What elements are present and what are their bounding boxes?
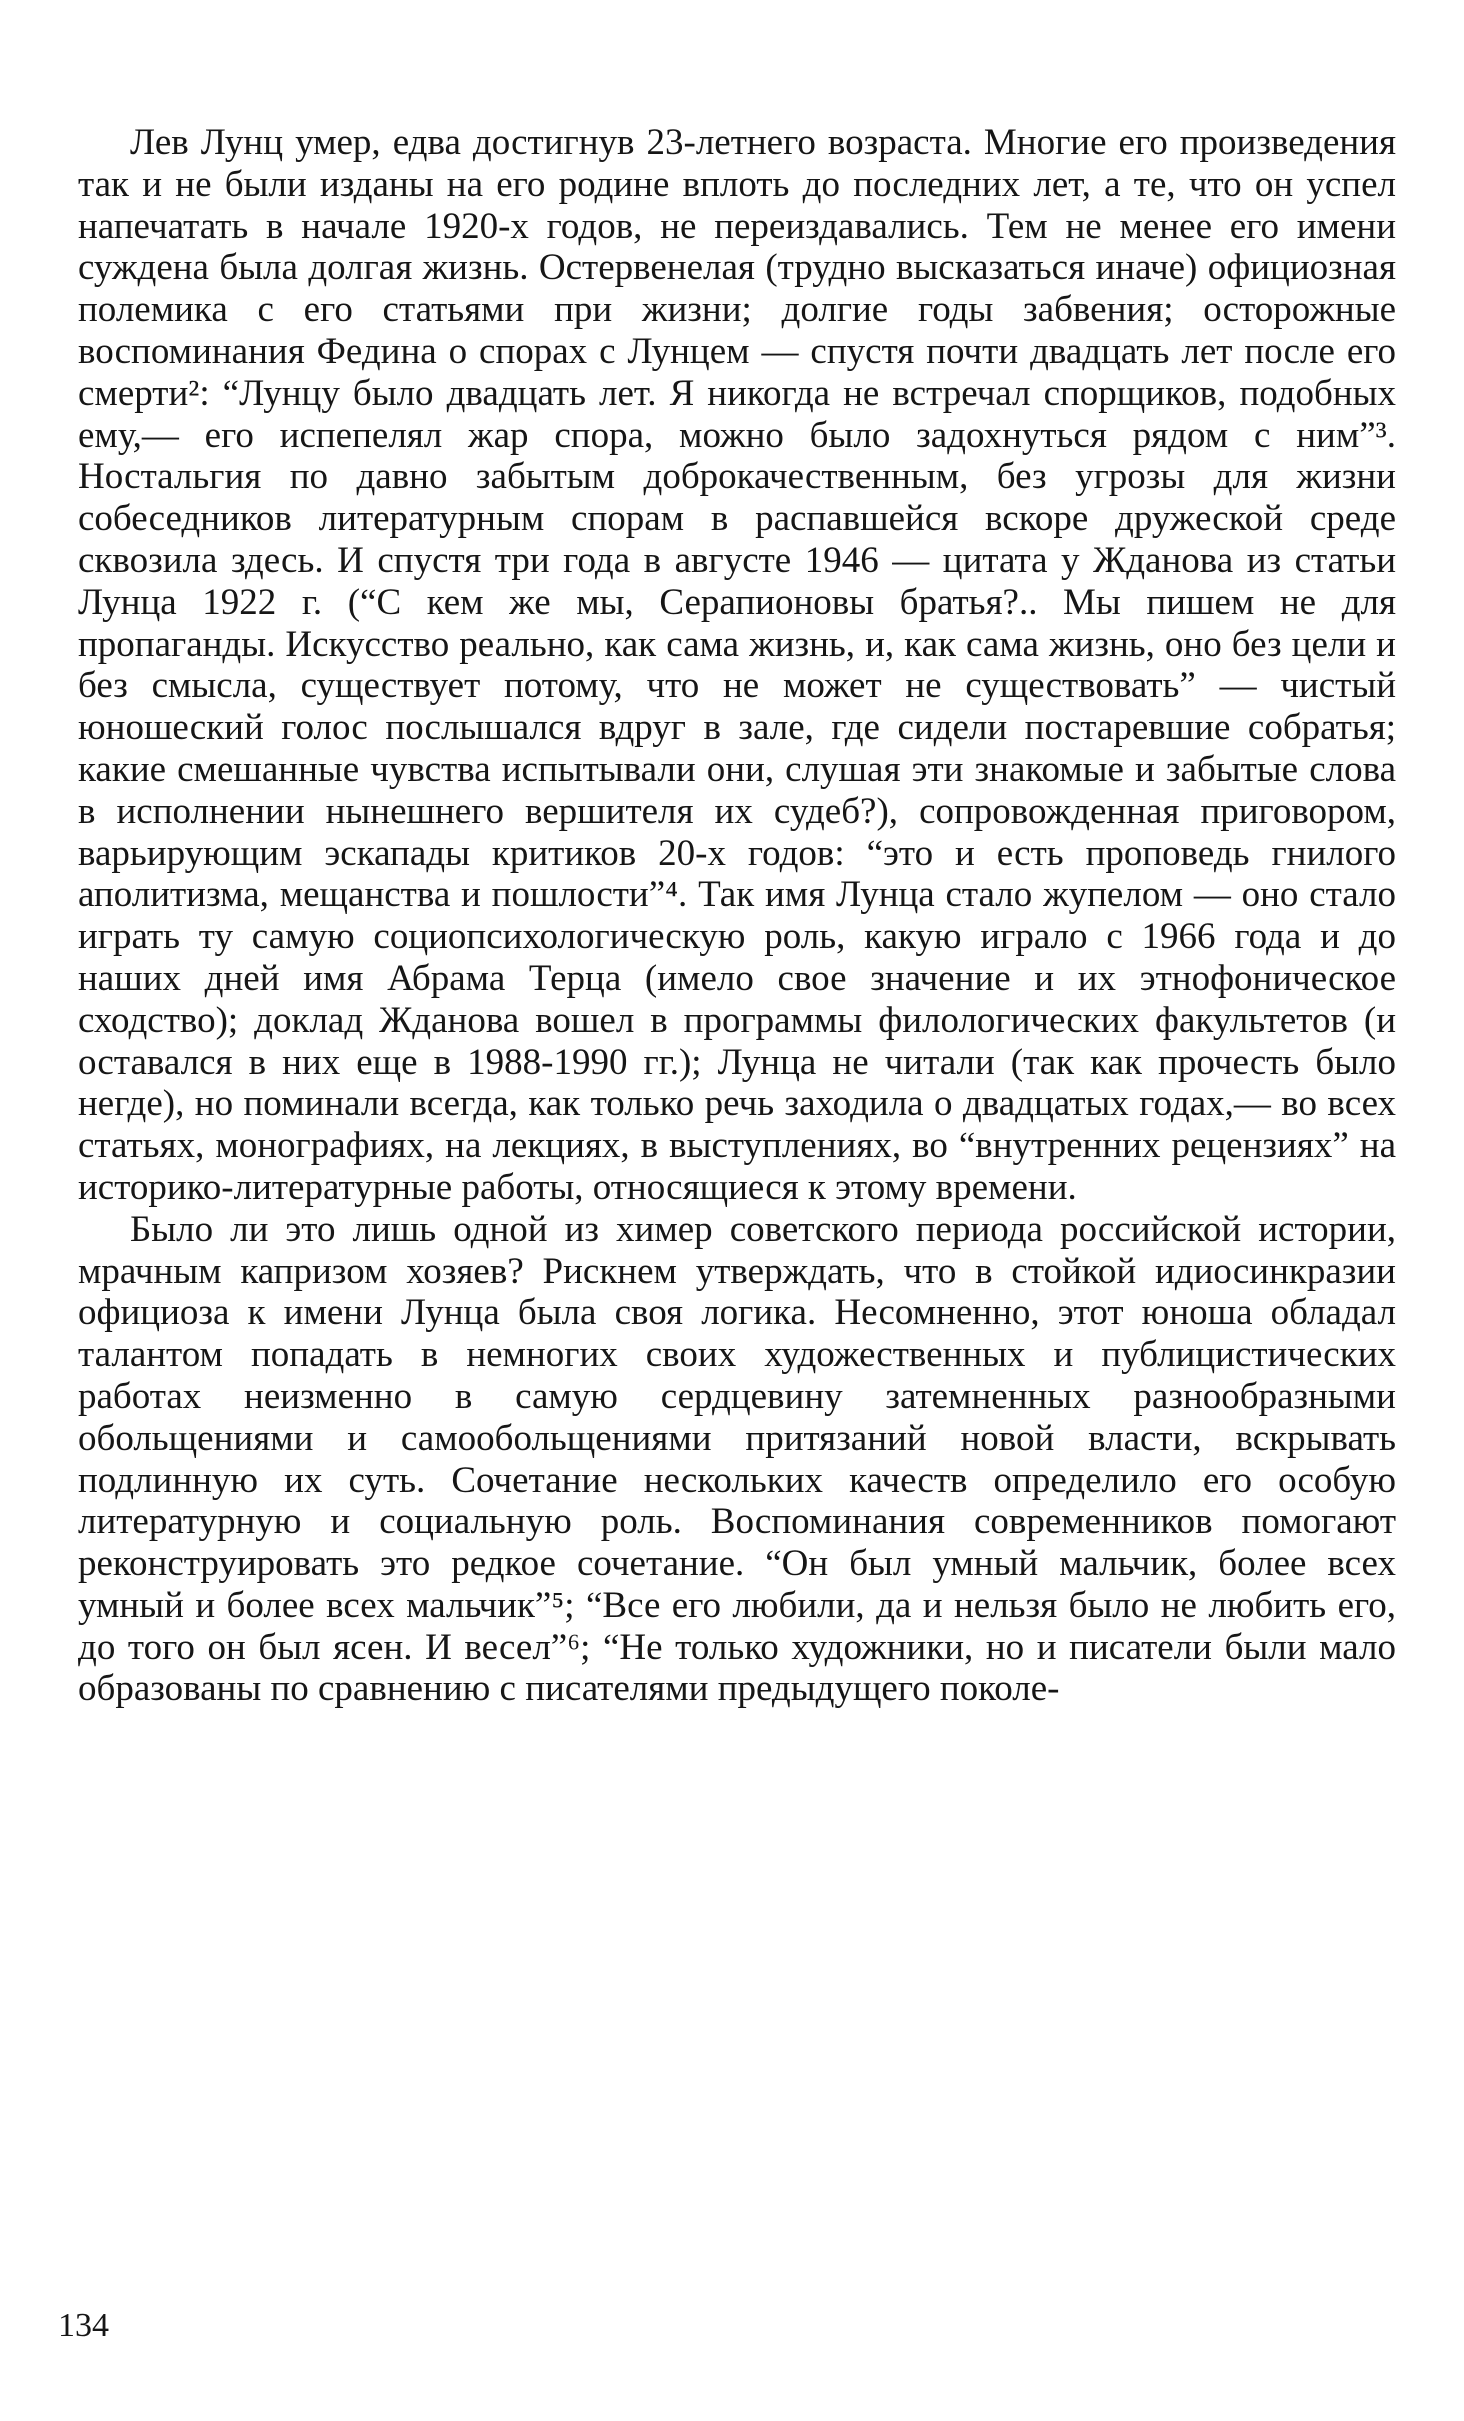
body-text — [78, 122, 1396, 1710]
page-number: 134 — [58, 2307, 109, 2344]
paragraph-1: Лев Лунц умер, едва достигнув 23-летнего возраста. Многие его произведения так и не были изданы на его родине вплоть до последних лет, а те, что он успел напечатать в начале 1920-х годов, не переиздавались. Тем не менее его имени суждена была долгая жизнь. Остервенелая (трудно высказаться иначе) официозная полемика с его статьями при жизни; долгие годы забвения; осторожные воспоминания Федина о спорах с Лунцем — спустя почти двадцать лет после его смерти²: “Лунцу было двадцать лет. Я никогда не встречал спорщиков, подобных ему,— его испепелял жар спора, можно было задохнуться рядом с ним”³. Ностальгия по давно забытым доброкачественным, без угрозы для жизни собеседников литературным спорам в распавшейся вскоре дружеской среде сквозила здесь. И спустя три года в августе 1946 — цитата у Жданова из статьи Лунца 1922 г. (“С кем же мы, Серапионовы братья?.. Мы пишем не для пропаганды. Искусство реально, как сама жизнь, и, как сама жизнь, оно без цели и без смысла, существует потому, что не может не существовать” — чистый юношеский голос послышался вдруг в зале, где сидели постаревшие собратья; какие смешанные чувства испытывали они, слушая эти знакомые и забытые слова в исполнении нынешнего вершителя их судеб?), сопровожденная приговором, варьирующим эскапады критиков 20-х годов: “это и есть проповедь гнилого аполитизма, мещанства и пошлости”⁴. Так имя Лунца стало жупелом — оно стало играть ту самую социопсихологическую роль, какую играло с 1966 года и до наших дней имя Абрама Терца (имело свое значение и их этнофоническое сходство); доклад Жданова вошел в программы филологических факультетов (и оставался в них еще в 1988-1990 гг.); Лунца не читали (так как прочесть было негде), но поминали всегда, как только речь заходила о двадцатых годах,— во всех статьях, монографиях, на лекциях, в выступлениях, во “внутренних рецензиях” на историко-литературные работы, относящиеся к этому времени. — [78, 122, 1396, 1208]
paragraph-2: Было ли это лишь одной из химер советского периода российской истории, мрачным капризом хозяев? Рискнем утверждать, что в стойкой идиосинкразии официоза к имени Лунца была своя логика. Несомненно, этот юноша обладал талантом попадать в немногих своих художественных и публицистических работах неизменно в самую сердцевину затемненных разнообразными обольщениями и самообольщениями притязаний новой власти, вскрывать подлинную их суть. Сочетание нескольких качеств определило его особую литературную и социальную роль. Воспоминания современников помогают реконструировать это редкое сочетание. “Он был умный мальчик, более всех умный и более всех мальчик”⁵; “Все его любили, да и нельзя было не любить его, до того он был ясен. И весел”⁶; “Не только художники, но и писатели были мало образованы по сравнению с писателями предыдущего поколе- — [78, 1208, 1396, 1710]
